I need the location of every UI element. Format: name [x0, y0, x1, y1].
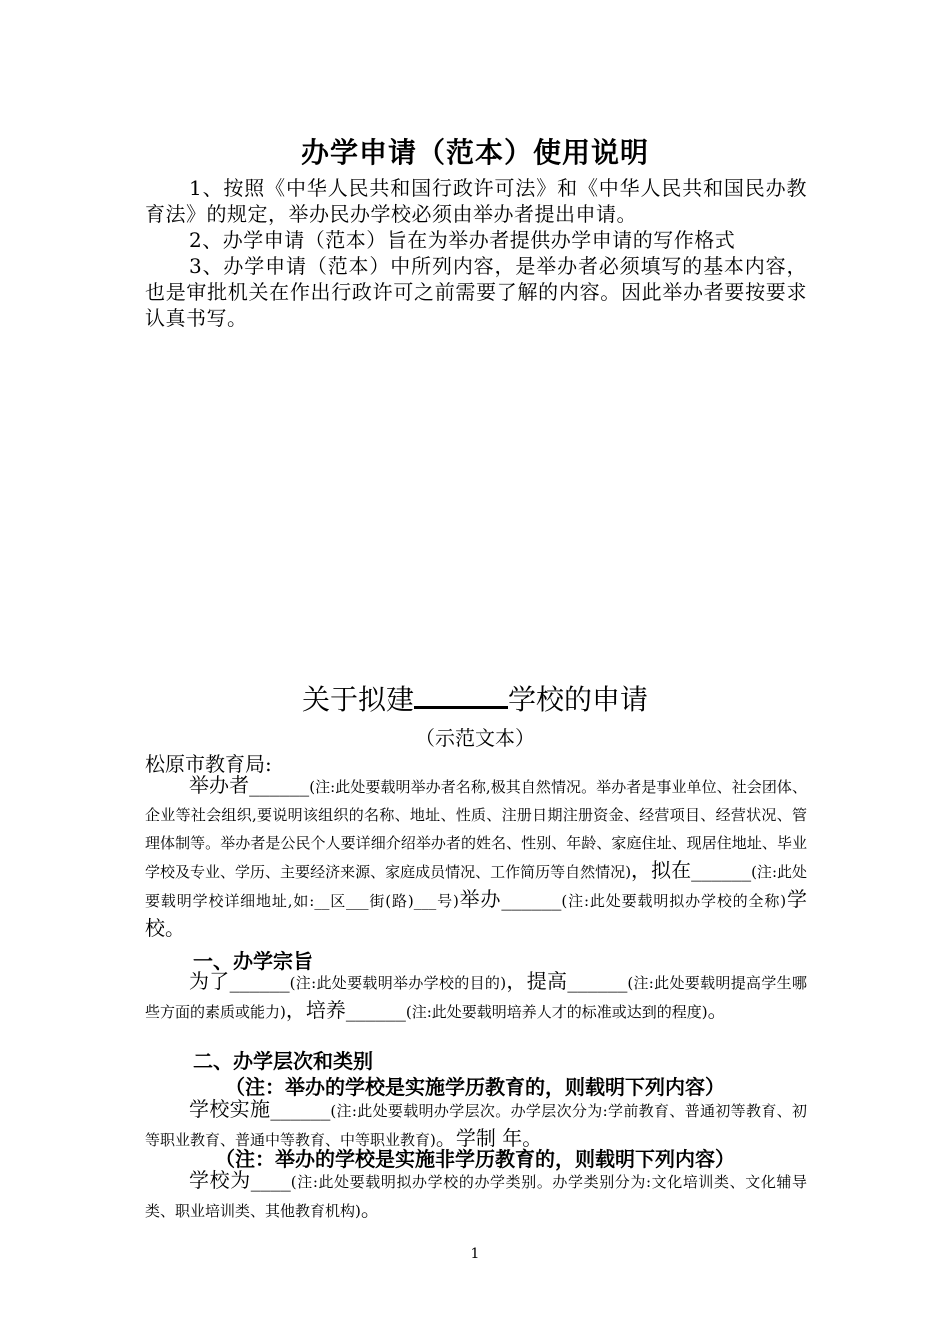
school-name-blank [414, 684, 508, 709]
instruction-item-3: 3、办学申请（范本）中所列内容，是举办者必须填写的基本内容，也是审批机关在作出行政许可之前需要了解的内容。因此举办者要按要求认真书写。 [145, 254, 807, 330]
note-nonacademic: （注：举办的学校是实施非学历教育的，则载明下列内容） [215, 1147, 735, 1171]
instruction-item-1: 1、按照《中华人民共和国行政许可法》和《中华人民共和国民办教育法》的规定，举办民办学校必须由举办者提出申请。 [145, 176, 807, 226]
page-number: 1 [470, 1246, 480, 1262]
level-note: (注:此处要载明办学层次。办学层次分为:学前教育、普通初等教育、初等职业教育、普通中等教育、中等职业教育) [145, 1102, 808, 1149]
type-paragraph [145, 1167, 807, 1225]
school-end: 学校。 [145, 887, 808, 940]
type-end: 。 [360, 1197, 381, 1221]
note-academic: （注：举办的学校是实施学历教育的，则载明下列内容） [225, 1075, 725, 1099]
address-note: (注:此处要载明学校详细地址,如:__区___街(路)___号) [145, 863, 808, 910]
application-title-suffix: 学校的申请 [508, 683, 649, 716]
run-lead: 举办______ [458, 887, 562, 911]
purpose-note: (注:此处要载明举办学校的目的) [289, 974, 507, 992]
type-note: (注:此处要载明拟办学校的办学类别。办学类别分为:文化培训类、文化辅导类、职业培训类、其他教育机构) [145, 1173, 808, 1220]
instructions-title: 办学申请（范本）使用说明 [300, 136, 649, 169]
plan-lead: ，拟在______ [631, 858, 752, 882]
application-subtitle: （示范文本） [415, 726, 535, 750]
purpose-paragraph [145, 968, 807, 1026]
name-note: (注:此处要载明拟办学校的全称) [561, 892, 787, 910]
organizer-paragraph [145, 772, 807, 943]
section-purpose-heading: 一、办学宗旨 [193, 949, 313, 973]
cultivate-lead: ，培养______ [285, 998, 406, 1022]
application-title [0, 678, 950, 718]
improve-note: (注:此处要载明提高学生哪些方面的素质或能力) [145, 974, 807, 1021]
organizer-lead: 举办者______ [189, 773, 310, 797]
purpose-lead: 为了______ [189, 969, 290, 993]
addressee: 松原市教育局: [145, 752, 272, 776]
instruction-item-2: 2、办学申请（范本）旨在为举办者提供办学申请的写作格式 [189, 228, 736, 252]
application-title-prefix: 关于拟建 [301, 683, 414, 716]
cultivate-note: (注:此处要载明培养人才的标准或达到的程度) [405, 1003, 708, 1021]
organizer-note: (注:此处要载明举办者名称,极其自然情况。举办者是事业单位、社会团体、企业等社会组织,要说明该组织的名称、地址、性质、注册日期注册资金、经营项目、经营状况、管理体制等。举办者是公民个人要详细介绍举办者的姓名、性别、年龄、家庭住址、现居住地址、毕业学校及专业、学历、主要经济来源、家庭成员情况、工作简历等自然情况) [145, 778, 807, 881]
improve-lead: ，提高______ [506, 969, 628, 993]
duration: 。学制 年。 [435, 1126, 543, 1150]
purpose-period: 。 [707, 998, 728, 1022]
implement-lead: 学校实施______ [189, 1097, 331, 1121]
section-level-heading: 二、办学层次和类别 [193, 1049, 373, 1073]
type-lead: 学校为____ [189, 1168, 291, 1192]
